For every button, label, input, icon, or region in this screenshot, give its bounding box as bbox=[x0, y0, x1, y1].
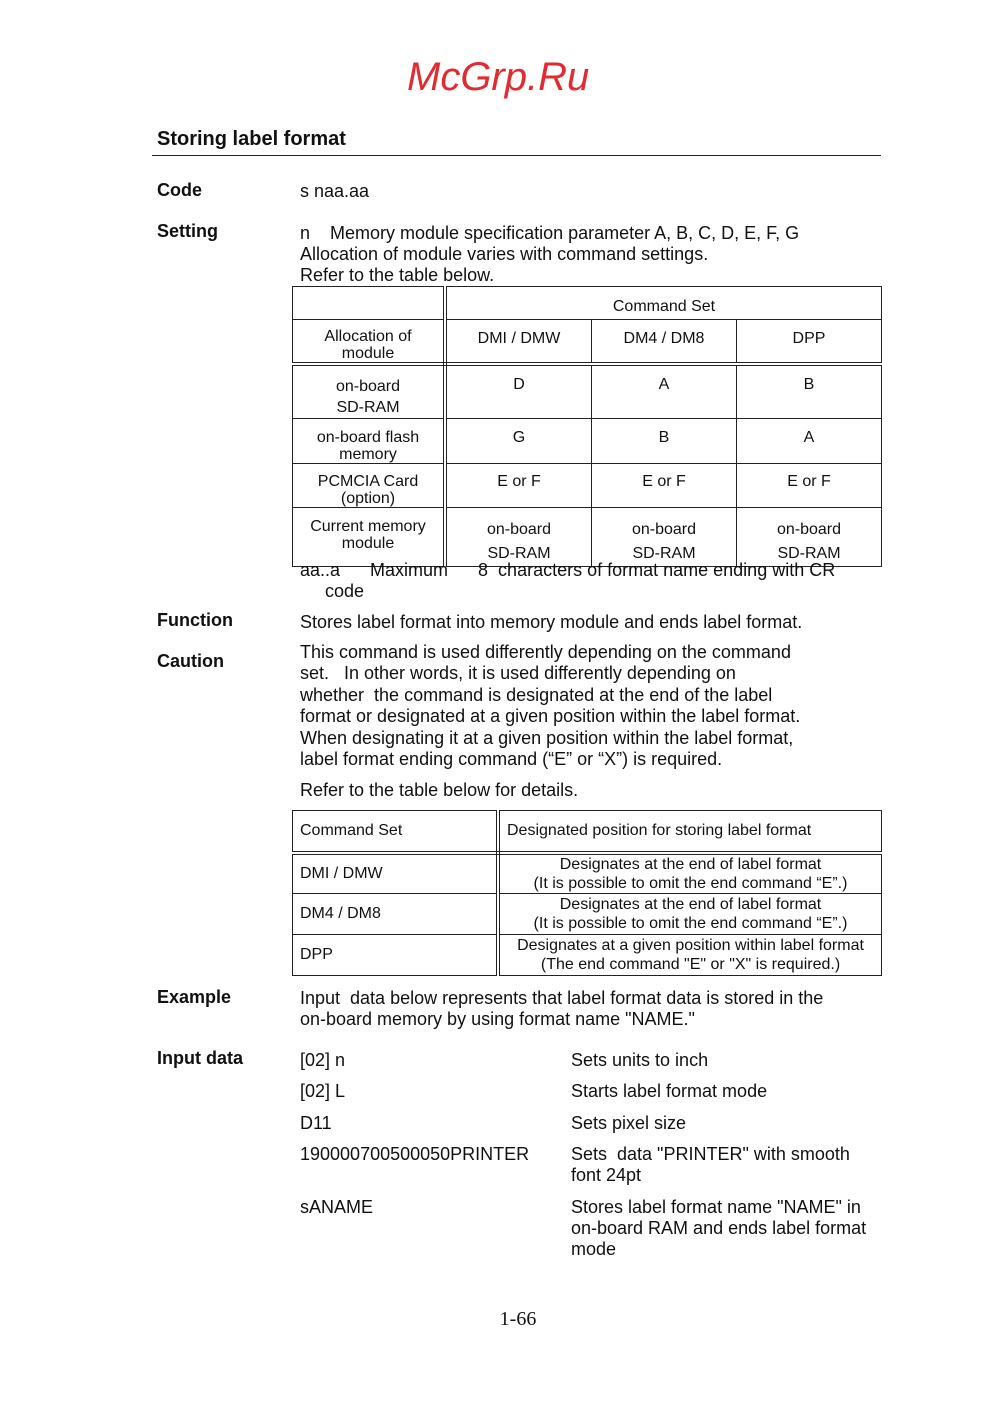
cell: on-board SD-RAM bbox=[592, 508, 737, 567]
cell: on-board SD-RAM bbox=[737, 508, 882, 567]
input-desc: Sets data "PRINTER" with smooth font 24pt bbox=[571, 1144, 850, 1185]
table-row bbox=[293, 934, 882, 975]
designated-position-table bbox=[292, 810, 882, 976]
cell: A bbox=[737, 419, 882, 464]
empty-corner-cell bbox=[293, 287, 446, 320]
row-label: on-board flash memory bbox=[293, 419, 446, 464]
cell-line: (It is possible to omit the end command “E”.) bbox=[533, 914, 848, 932]
input-desc: Starts label format mode bbox=[571, 1081, 768, 1101]
cell-line: Designates at the end of label format bbox=[559, 855, 822, 873]
input-desc: Sets units to inch bbox=[571, 1050, 709, 1070]
input-cmd: [02] L bbox=[300, 1081, 346, 1101]
caution-line: This command is used differently depending on the command bbox=[300, 642, 791, 662]
cell: B bbox=[737, 364, 882, 419]
watermark: McGrp.Ru bbox=[407, 55, 590, 99]
caution-line: whether the command is designated at the end of the label bbox=[300, 685, 773, 705]
row-label: PCMCIA Card (option) bbox=[293, 464, 446, 508]
function-text: Stores label format into memory module and ends label format. bbox=[300, 612, 803, 632]
header-cell: DPP bbox=[737, 320, 882, 365]
input-cmd: sANAME bbox=[300, 1197, 374, 1217]
label-setting: Setting bbox=[157, 221, 218, 241]
table-row bbox=[293, 364, 882, 419]
label-code: Code bbox=[157, 180, 202, 200]
cell: E or F bbox=[592, 464, 737, 508]
section-title: Storing label format bbox=[157, 128, 346, 150]
caution-line: format or designated at a given position within the label format. bbox=[300, 706, 801, 726]
command-set-header: Command Set bbox=[445, 287, 882, 320]
cell: G bbox=[445, 419, 592, 464]
row-label: Current memory module bbox=[293, 508, 446, 567]
example-line-1: Input data below represents that label format data is stored in the bbox=[300, 988, 824, 1008]
header-cell: Command Set bbox=[293, 811, 499, 853]
table-row bbox=[293, 893, 882, 934]
caution-line: label format ending command (“E” or “X”) is required. bbox=[300, 749, 723, 769]
caution-line: set. In other words, it is used differently depending on bbox=[300, 663, 736, 683]
cell: on-board SD-RAM bbox=[445, 508, 592, 567]
aa-param-line-1: aa..a Maximum 8 characters of format name ending with CR bbox=[300, 560, 836, 580]
page-number: 1-66 bbox=[499, 1308, 537, 1330]
input-desc: Sets pixel size bbox=[571, 1113, 687, 1133]
cell-line: (The end command "E" or "X" is required.) bbox=[540, 955, 841, 973]
input-desc: Stores label format name "NAME" in on-board RAM and ends label format mode bbox=[571, 1197, 867, 1259]
cell: E or F bbox=[445, 464, 592, 508]
table-row bbox=[293, 508, 882, 567]
cell-line: Designates at the end of label format bbox=[559, 895, 822, 913]
setting-line-2: Allocation of module varies with command settings. bbox=[300, 244, 709, 264]
row-label: on-board SD-RAM bbox=[293, 364, 446, 419]
cell: B bbox=[592, 419, 737, 464]
label-input-data: Input data bbox=[157, 1048, 243, 1068]
cell: A bbox=[592, 364, 737, 419]
table-row bbox=[293, 853, 882, 894]
example-line-2: on-board memory by using format name "NAME." bbox=[300, 1009, 695, 1029]
label-function: Function bbox=[157, 610, 233, 630]
row-label: DPP bbox=[293, 934, 499, 975]
table-row bbox=[293, 464, 882, 508]
cell: D bbox=[445, 364, 592, 419]
caution-line: When designating it at a given position within the label format, bbox=[300, 728, 794, 748]
setting-line-3: Refer to the table below. bbox=[300, 265, 495, 285]
row-label: DM4 / DM8 bbox=[293, 893, 499, 934]
cell-line: (It is possible to omit the end command “E”.) bbox=[533, 874, 848, 892]
title-divider bbox=[152, 155, 881, 156]
code-value: s naa.aa bbox=[300, 181, 370, 201]
row-label: DMI / DMW bbox=[293, 853, 499, 894]
input-cmd: D11 bbox=[300, 1113, 332, 1133]
header-cell: Designated position for storing label format bbox=[498, 811, 882, 853]
header-cell: DM4 / DM8 bbox=[592, 320, 737, 365]
aa-param-line-2: code bbox=[300, 581, 365, 601]
cell: E or F bbox=[737, 464, 882, 508]
label-caution: Caution bbox=[157, 651, 224, 671]
table-row bbox=[293, 419, 882, 464]
setting-line-1: n Memory module specification parameter A, B, C, D, E, F, G bbox=[300, 223, 800, 243]
cell-line: Designates at a given position within label format bbox=[517, 936, 864, 954]
caution-refer: Refer to the table below for details. bbox=[300, 780, 579, 800]
memory-allocation-table bbox=[292, 286, 882, 567]
input-cmd: [02] n bbox=[300, 1050, 346, 1070]
label-example: Example bbox=[157, 987, 232, 1007]
input-cmd: 190000700500050PRINTER bbox=[300, 1144, 530, 1164]
header-cell: DMI / DMW bbox=[445, 320, 592, 365]
header-cell: Allocation of module bbox=[293, 320, 446, 365]
